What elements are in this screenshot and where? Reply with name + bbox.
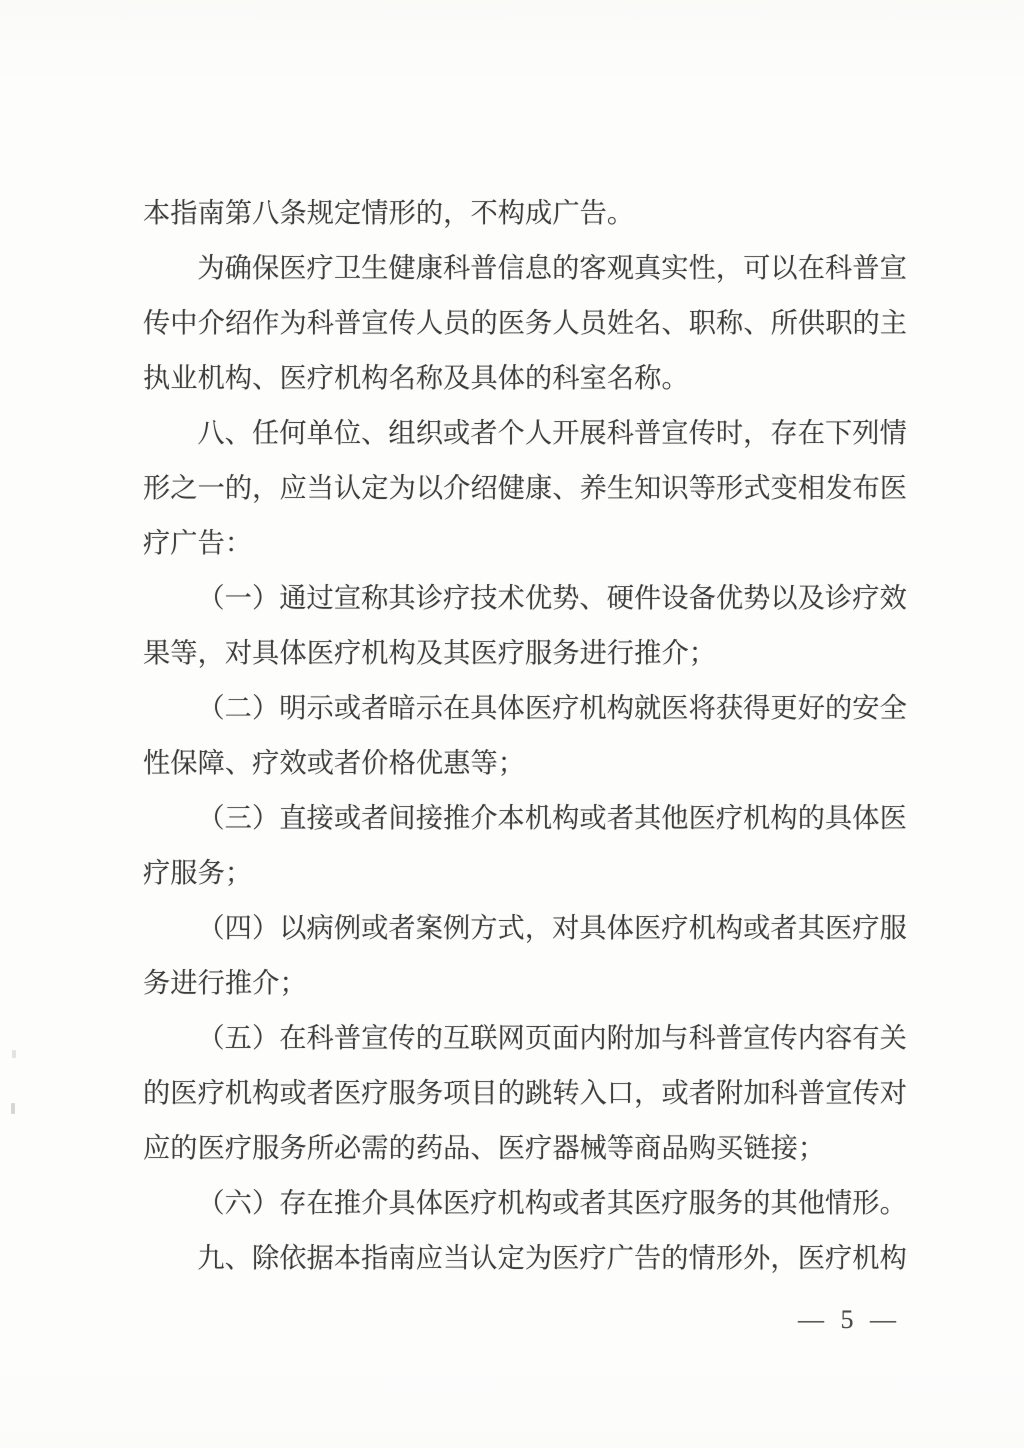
text-line: 九、除依据本指南应当认定为医疗广告的情形外，医疗机构 xyxy=(197,1243,907,1273)
scan-artifact xyxy=(11,1103,15,1114)
text-line: 传中介绍作为科普宣传人员的医务人员姓名、职称、所供职的主 xyxy=(143,308,908,338)
text-line: 的医疗机构或者医疗服务项目的跳转入口，或者附加科普宣传对 xyxy=(143,1078,908,1108)
text-line: （五）在科普宣传的互联网页面内附加与科普宣传内容有关 xyxy=(197,1023,907,1053)
text-line: （六）存在推介具体医疗机构或者其医疗服务的其他情形。 xyxy=(197,1188,907,1218)
document-text xyxy=(143,186,909,1286)
text-line: （三）直接或者间接推介本机构或者其他医疗机构的具体医 xyxy=(197,803,907,833)
page-number: — 5 — xyxy=(798,1305,901,1334)
text-line: 应的医疗服务所必需的药品、医疗器械等商品购买链接； xyxy=(143,1133,826,1163)
text-line: 疗广告： xyxy=(143,528,253,558)
text-line: 八、任何单位、组织或者个人开展科普宣传时，存在下列情 xyxy=(197,418,907,448)
text-line: （四）以病例或者案例方式，对具体医疗机构或者其医疗服 xyxy=(197,913,907,943)
text-line: 执业机构、医疗机构名称及具体的科室名称。 xyxy=(143,363,689,393)
text-line: 性保障、疗效或者价格优惠等； xyxy=(143,748,526,778)
text-line: 为确保医疗卫生健康科普信息的客观真实性，可以在科普宣 xyxy=(197,253,907,283)
text-line: 形之一的，应当认定为以介绍健康、养生知识等形式变相发布医 xyxy=(143,473,908,503)
text-line: 果等，对具体医疗机构及其医疗服务进行推介； xyxy=(143,638,717,668)
text-line: （一）通过宣称其诊疗技术优势、硬件设备优势以及诊疗效 xyxy=(197,583,907,613)
text-line: 本指南第八条规定情形的，不构成广告。 xyxy=(143,198,635,228)
text-line: 疗服务； xyxy=(143,858,253,888)
text-line: （二）明示或者暗示在具体医疗机构就医将获得更好的安全 xyxy=(197,693,907,723)
scan-artifact xyxy=(12,1050,16,1058)
text-line: 务进行推介； xyxy=(143,968,307,998)
